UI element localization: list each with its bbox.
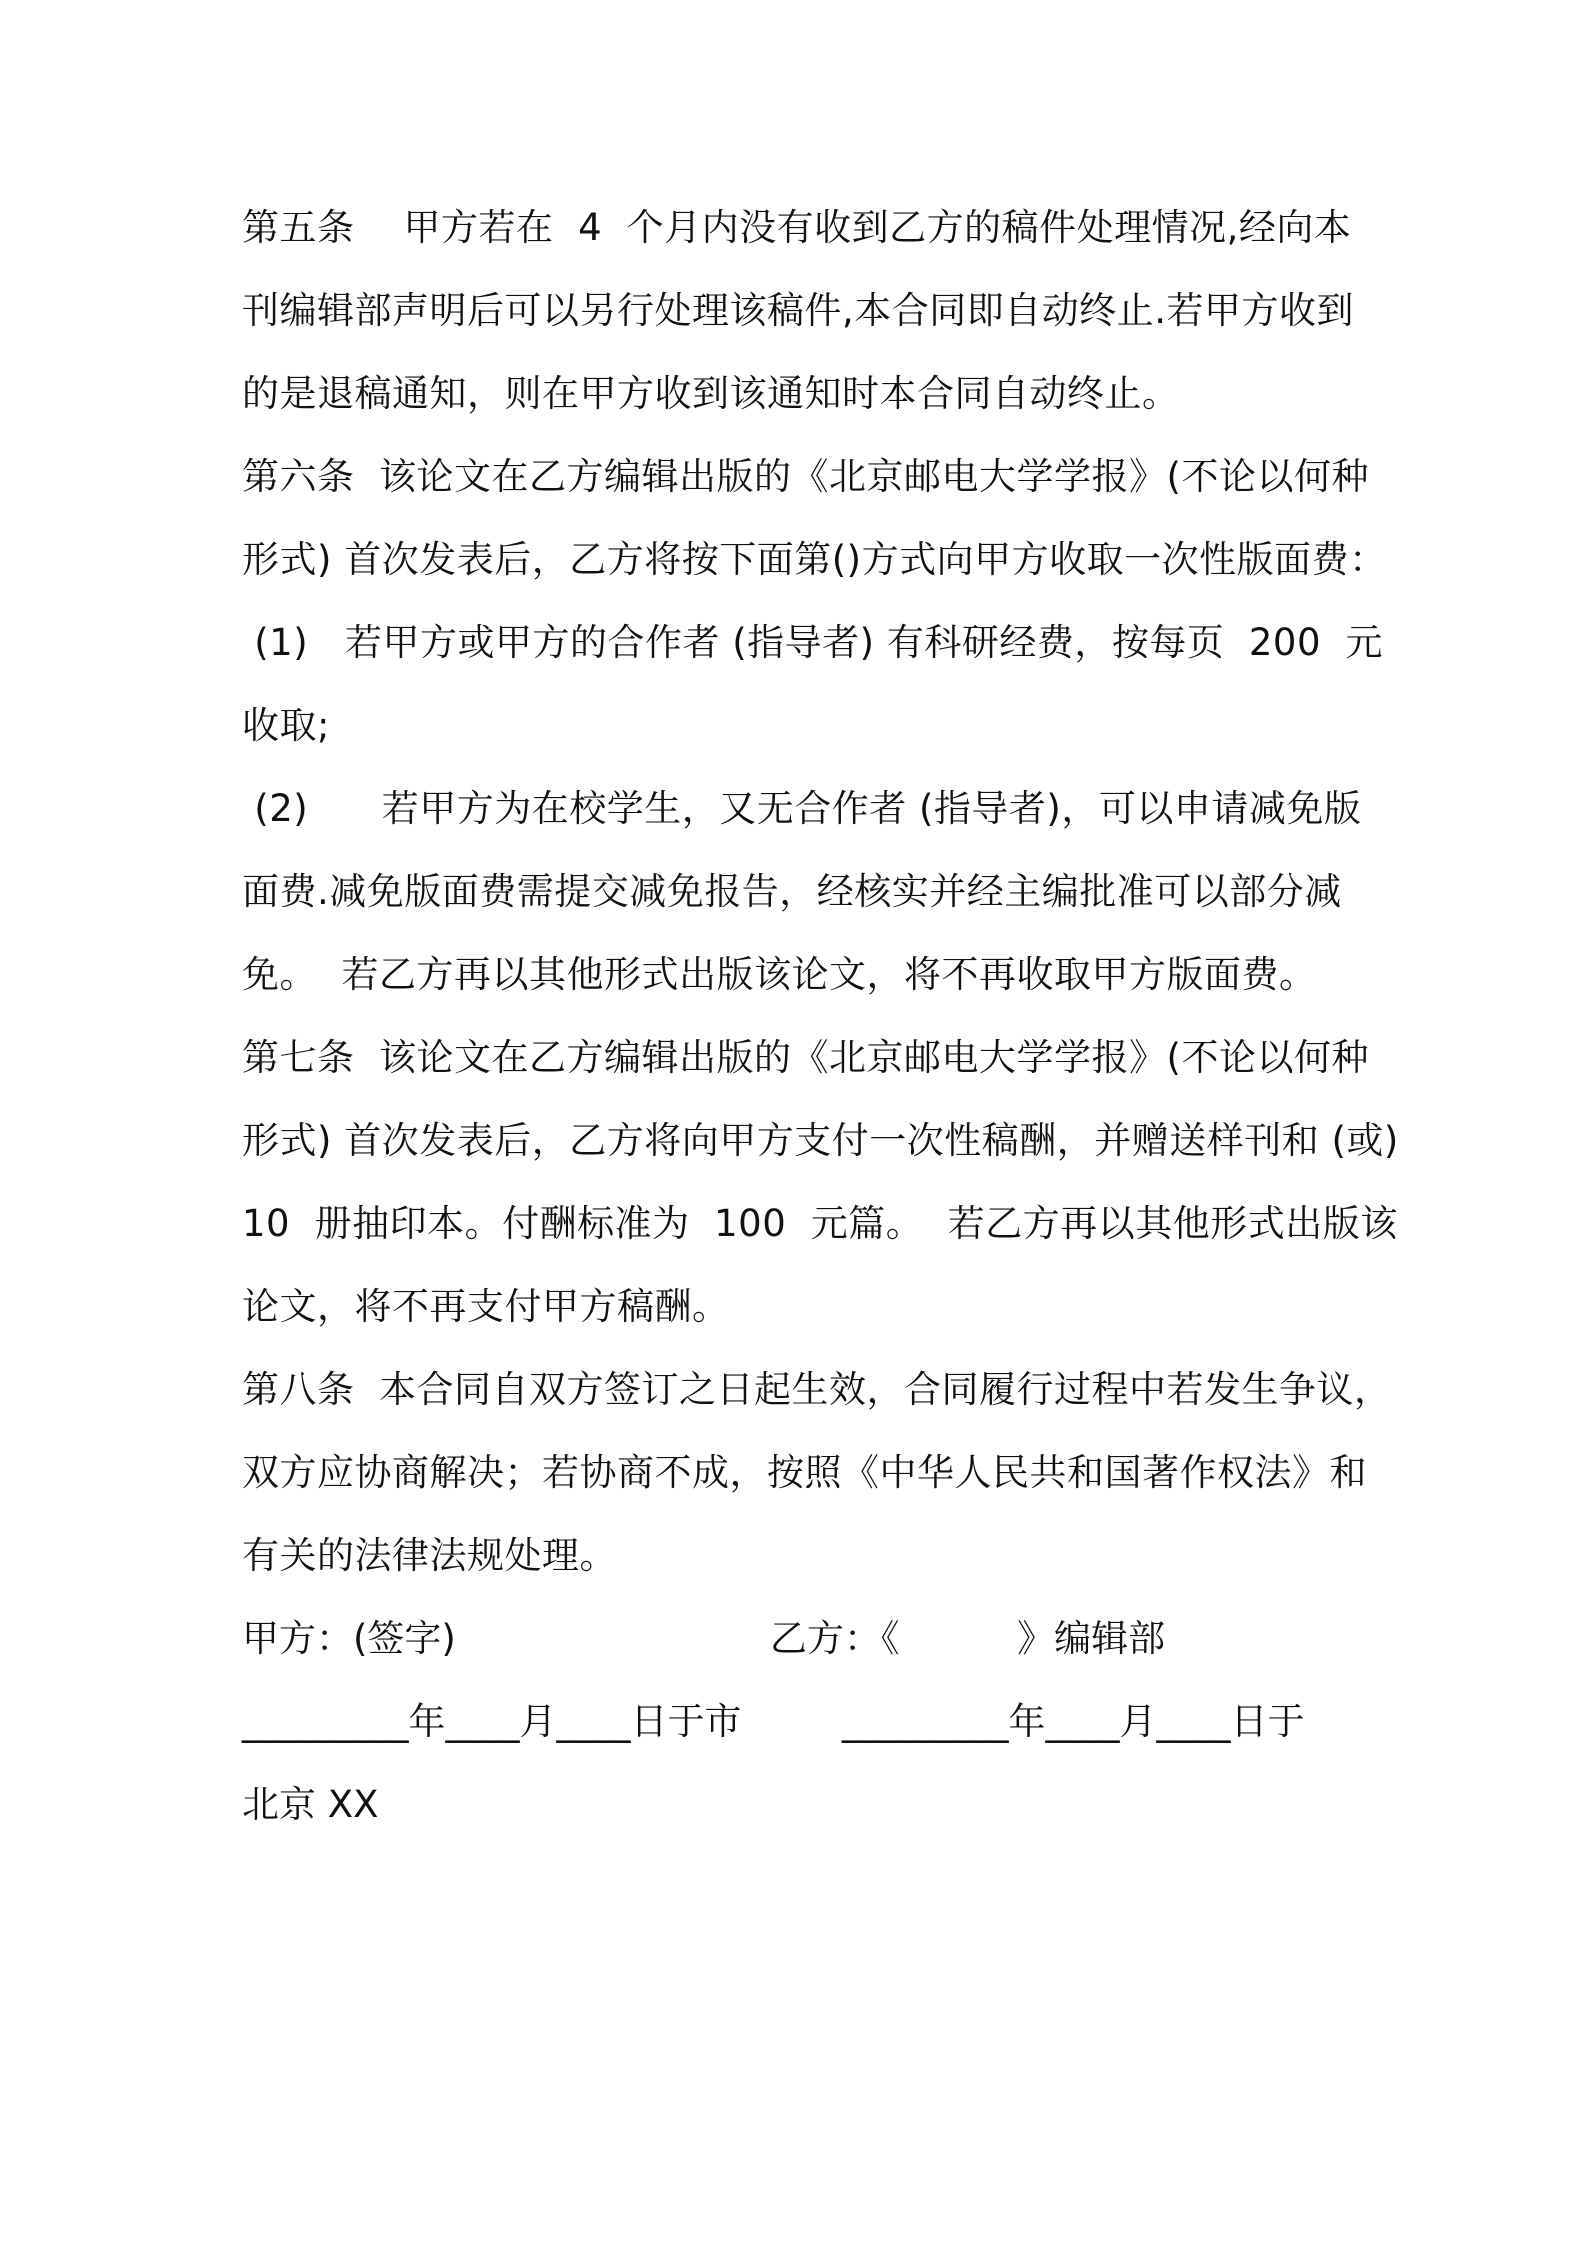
article-5-line-3: 的是退稿通知，则在甲方收到该通知时本合同自动终止。	[242, 372, 1180, 415]
party-a-date: _________年____月____日于市	[242, 1700, 742, 1743]
article-7-line-1: 第七条 该论文在乙方编辑出版的《北京邮电大学学报》(不论以何种	[242, 1036, 1369, 1079]
article-7-line-4: 论文，将不再支付甲方稿酬。	[242, 1285, 730, 1328]
item-1-line-1: (1) 若甲方或甲方的合作者 (指导者) 有科研经费，按每页 200 元	[242, 621, 1384, 664]
article-7-line-2: 形式) 首次发表后，乙方将向甲方支付一次性稿酬，并赠送样刊和 (或)	[242, 1119, 1399, 1162]
article-8-line-1: 第八条 本合同自双方签订之日起生效，合同履行过程中若发生争议，	[242, 1368, 1392, 1411]
item-2-line-1: (2) 若甲方为在校学生，又无合作者 (指导者)，可以申请减免版	[242, 787, 1362, 830]
signing-place: 北京 XX	[242, 1783, 379, 1826]
article-8-line-3: 有关的法律法规处理。	[242, 1534, 617, 1577]
article-5-line-2: 刊编辑部声明后可以另行处理该稿件,本合同即自动终止.若甲方收到	[242, 289, 1355, 332]
article-5-line-1: 第五条 甲方若在 4 个月内没有收到乙方的稿件处理情况,经向本	[242, 206, 1352, 249]
item-2-line-3: 免。 若乙方再以其他形式出版该论文，将不再收取甲方版面费。	[242, 953, 1317, 996]
article-6-line-2: 形式) 首次发表后，乙方将按下面第()方式向甲方收取一次性版面费：	[242, 538, 1387, 581]
article-7-line-3: 10 册抽印本。付酬标准为 100 元篇。 若乙方再以其他形式出版该	[242, 1202, 1398, 1245]
article-8-line-2: 双方应协商解决；若协商不成，按照《中华人民共和国著作权法》和	[242, 1451, 1367, 1494]
article-6-line-1: 第六条 该论文在乙方编辑出版的《北京邮电大学学报》(不论以何种	[242, 455, 1369, 498]
party-b-date: _________年____月____日于	[842, 1700, 1305, 1743]
item-1-line-2: 收取;	[242, 704, 330, 747]
party-b-signature: 乙方：《 》编辑部	[770, 1617, 1166, 1660]
party-a-signature: 甲方：(签字)	[242, 1617, 456, 1660]
item-2-line-2: 面费.减免版面费需提交减免报告，经核实并经主编批准可以部分减	[242, 870, 1342, 913]
